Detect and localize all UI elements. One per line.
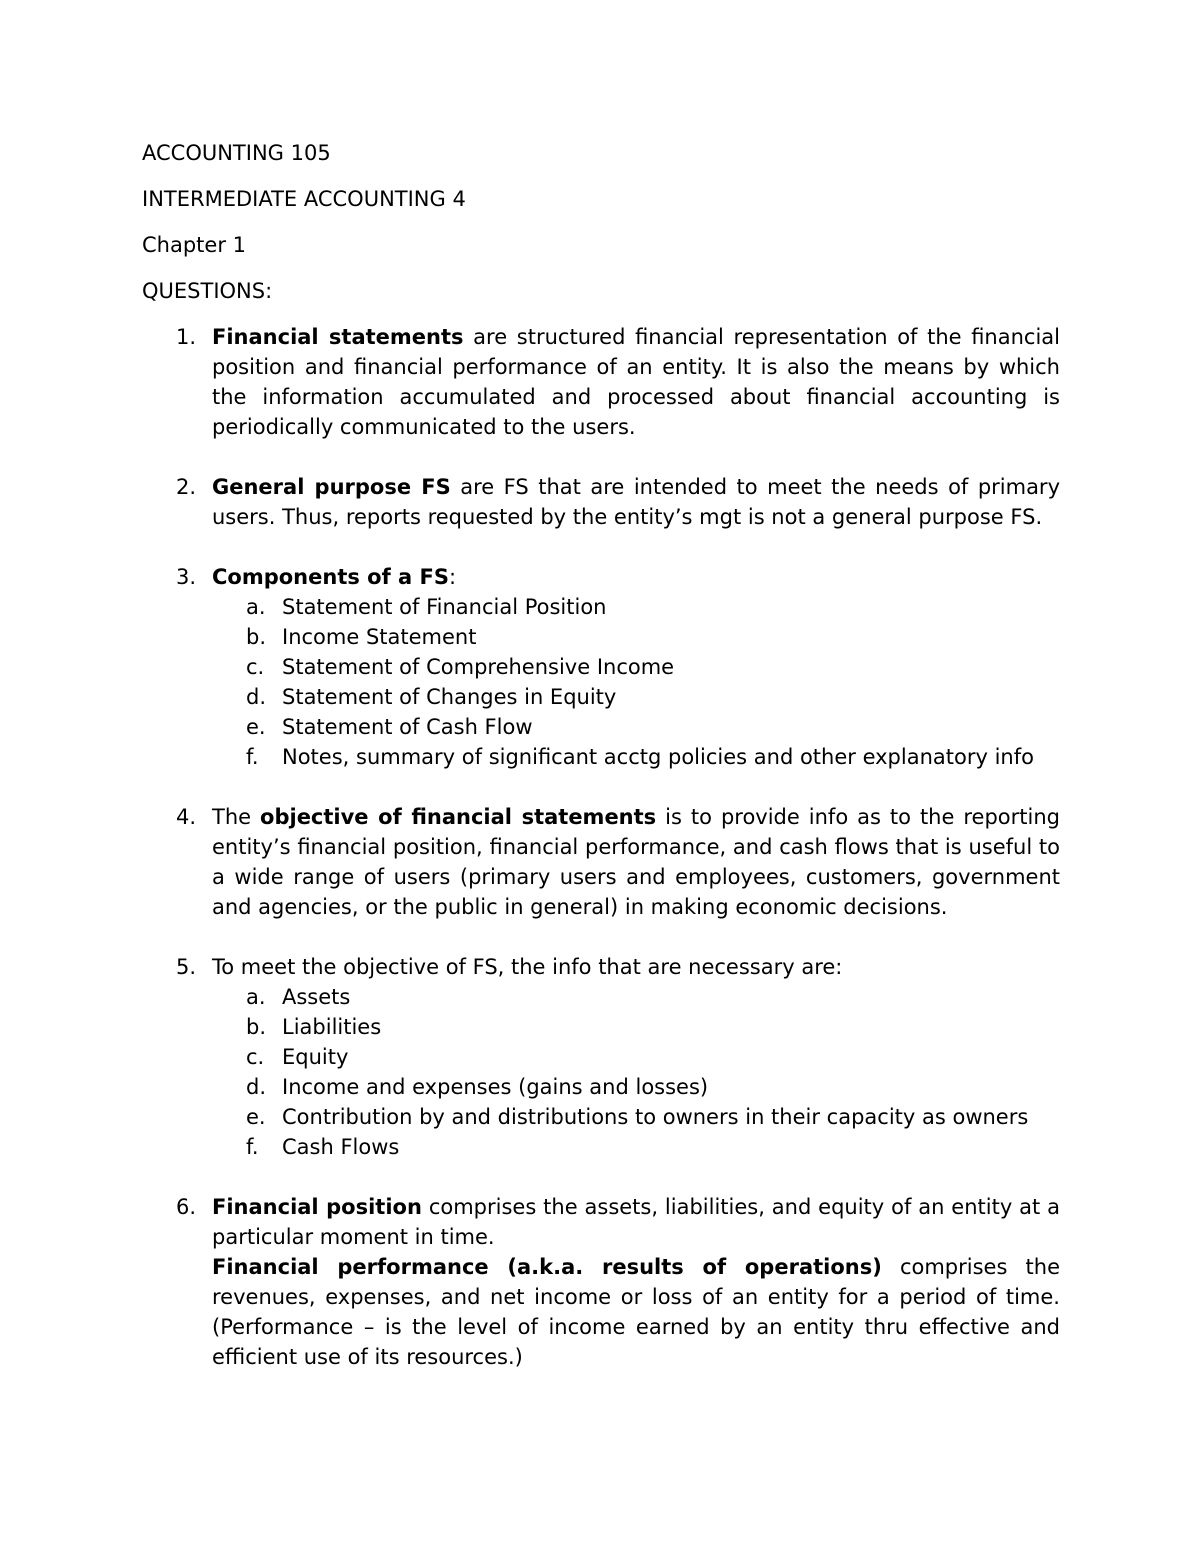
list-item — [142, 742, 1060, 772]
item-text: Income Statement — [282, 625, 477, 649]
question-body: is to provide info as to the reporting entity’s financial position, financial performance, and cash flows that is useful to a wide range of users (primary users and employees, customers, government and agencies, or the public in general) in making economic decisions. — [212, 805, 1060, 919]
item-letter: d. — [246, 1075, 267, 1099]
list-item — [142, 1102, 1060, 1132]
question-item — [142, 1192, 1060, 1372]
question-text — [212, 322, 1060, 442]
question-text: To meet the objective of FS, the info that are necessary are: — [212, 955, 843, 979]
list-item — [142, 1072, 1060, 1102]
question-text — [212, 802, 1060, 922]
question-number: 6. — [176, 1195, 197, 1219]
item-text: Cash Flows — [282, 1135, 400, 1159]
item-text: Equity — [282, 1045, 349, 1069]
item-letter: e. — [246, 715, 266, 739]
question-term: General purpose FS — [212, 475, 451, 499]
item-letter: d. — [246, 685, 267, 709]
question-number: 5. — [176, 955, 197, 979]
question-item — [142, 472, 1060, 532]
list-item — [142, 982, 1060, 1012]
section-heading: QUESTIONS: — [142, 279, 273, 303]
question-body-secondary: comprises the revenues, expenses, and net income or loss of an entity for a period of time. (Performance – is the level of income earned by an entity thru effective and efficient use of its resources.) — [212, 1255, 1060, 1369]
item-letter: f. — [246, 745, 259, 769]
item-text: Income and expenses (gains and losses) — [282, 1075, 709, 1099]
questions-list — [142, 322, 1060, 1372]
course-title: INTERMEDIATE ACCOUNTING 4 — [142, 187, 466, 211]
list-item — [142, 712, 1060, 742]
item-letter: b. — [246, 1015, 267, 1039]
question-item — [142, 802, 1060, 922]
item-text: Statement of Comprehensive Income — [282, 655, 675, 679]
item-letter: a. — [246, 595, 266, 619]
question-item — [142, 322, 1060, 442]
question-body: are FS that are intended to meet the needs of primary users. Thus, reports requested by the entity’s mgt is not a general purpose FS. — [212, 475, 1060, 529]
item-text: Contribution by and distributions to owners in their capacity as owners — [282, 1105, 1029, 1129]
item-text: Notes, summary of significant acctg policies and other explanatory info — [282, 745, 1034, 769]
sub-list — [142, 592, 1060, 772]
item-letter: a. — [246, 985, 266, 1009]
question-text — [212, 472, 1060, 532]
list-item — [142, 1132, 1060, 1162]
question-text — [212, 562, 1060, 592]
question-term-secondary: Financial performance (a.k.a. results of operations) — [212, 1255, 882, 1279]
item-text: Statement of Financial Position — [282, 595, 607, 619]
question-text — [212, 1192, 1060, 1252]
question-term: Components of a FS — [212, 565, 449, 589]
item-letter: b. — [246, 625, 267, 649]
item-letter: c. — [246, 1045, 265, 1069]
item-letter: e. — [246, 1105, 266, 1129]
item-text: Statement of Cash Flow — [282, 715, 533, 739]
question-body: : — [449, 565, 457, 589]
document-page — [142, 138, 1060, 1402]
chapter-heading: Chapter 1 — [142, 233, 246, 257]
question-term: objective of financial statements — [260, 805, 657, 829]
question-number: 3. — [176, 565, 197, 589]
list-item — [142, 652, 1060, 682]
item-letter: f. — [246, 1135, 259, 1159]
question-item — [142, 562, 1060, 772]
question-term: Financial statements — [212, 325, 464, 349]
question-term: Financial position — [212, 1195, 422, 1219]
item-text: Liabilities — [282, 1015, 382, 1039]
question-prefix: The — [212, 805, 261, 829]
question-body: comprises the assets, liabilities, and equity of an entity at a particular moment in time. — [212, 1195, 1060, 1249]
item-letter: c. — [246, 655, 265, 679]
question-number: 2. — [176, 475, 197, 499]
question-text-continued — [212, 1252, 1060, 1372]
question-number: 1. — [176, 325, 197, 349]
sub-list — [142, 982, 1060, 1162]
question-number: 4. — [176, 805, 197, 829]
list-item — [142, 682, 1060, 712]
list-item — [142, 622, 1060, 652]
list-item — [142, 1042, 1060, 1072]
question-item — [142, 952, 1060, 1162]
list-item — [142, 1012, 1060, 1042]
item-text: Statement of Changes in Equity — [282, 685, 617, 709]
item-text: Assets — [282, 985, 351, 1009]
course-code: ACCOUNTING 105 — [142, 141, 331, 165]
question-body: are structured financial representation of the financial position and financial performance of an entity. It is also the means by which the information accumulated and processed about financial accounting is periodically communicated to the users. — [212, 325, 1061, 439]
list-item — [142, 592, 1060, 622]
